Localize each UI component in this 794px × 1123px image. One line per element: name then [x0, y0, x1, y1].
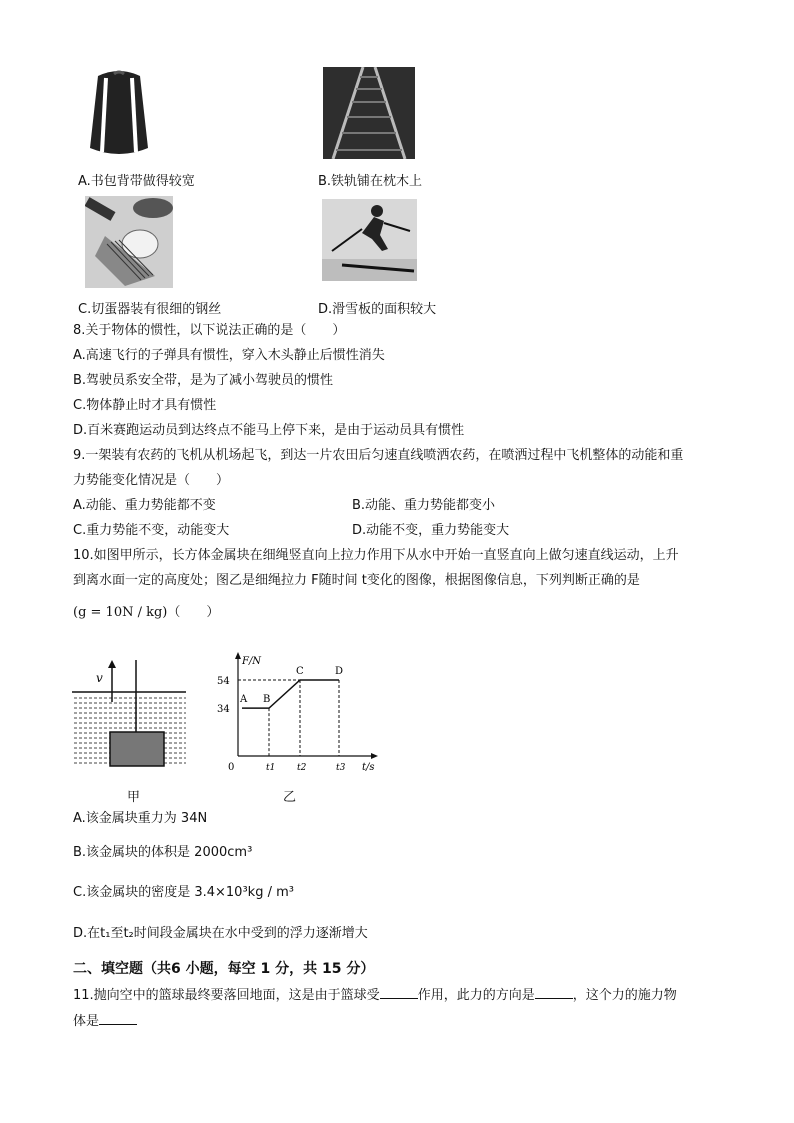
- caption-c: C.切蛋器装有很细的钢丝: [78, 302, 222, 317]
- q8-stem: 8.关于物体的惯性，以下说法正确的是（ ）: [73, 323, 346, 338]
- q11-line2: [73, 1012, 137, 1031]
- q10-option-c: C.该金属块的密度是 3.4×10³kg / m³: [73, 885, 294, 900]
- q11-blank1[interactable]: [380, 986, 418, 999]
- q9-option-d: D.动能不变，重力势能变大: [352, 523, 510, 538]
- figure-yi-chart: [214, 648, 384, 776]
- q10-stem-line1: 10.如图甲所示，长方体金属块在细绳竖直向上拉力作用下从水中开始一直竖直向上做匀速直线运动，上升: [73, 548, 679, 563]
- point-label: D: [335, 666, 344, 677]
- x-tick-label: t1: [266, 763, 276, 773]
- x-tick-label: t2: [297, 763, 307, 773]
- q8-option-c: C.物体静止时才具有惯性: [73, 398, 217, 413]
- egg-slicer-photo: [85, 196, 173, 288]
- point-label: A: [240, 694, 248, 706]
- caption-d: D.滑雪板的面积较大: [318, 302, 437, 317]
- x-axis-label: t/s: [362, 762, 375, 773]
- q11-line1: [73, 986, 677, 1005]
- skier-photo: [322, 199, 417, 281]
- q11-part1: 11.抛向空中的篮球最终要落回地面，这是由于篮球受: [73, 988, 380, 1003]
- y-tick-label: 54: [217, 676, 230, 687]
- section2-heading: 二、填空题（共6 小题，每空 1 分，共 15 分）: [73, 961, 375, 977]
- velocity-label: v: [96, 671, 103, 685]
- q10-stem-line2: 到离水面一定的高度处；图乙是细绳拉力 F随时间 t变化的图像，根据图像信息，下列判断正确的是: [73, 573, 640, 588]
- point-label: C: [296, 666, 304, 677]
- q11-part4: 体是: [73, 1014, 100, 1029]
- q11-part2: 作用，此力的方向是: [417, 988, 535, 1003]
- backpack-photo: [84, 68, 154, 162]
- q11-blank3[interactable]: [99, 1012, 137, 1025]
- q8-option-d: D.百米赛跑运动员到达终点不能马上停下来，是由于运动员具有惯性: [73, 423, 465, 438]
- q11-blank2[interactable]: [535, 986, 573, 999]
- caption-b: B.铁轨铺在枕木上: [318, 174, 423, 189]
- q10-option-b: B.该金属块的体积是 2000cm³: [73, 845, 253, 860]
- figure-jia: [72, 658, 188, 770]
- q8-option-b: B.驾驶员系安全带，是为了减小驾驶员的惯性: [73, 373, 334, 388]
- y-axis-label: F/N: [242, 656, 262, 667]
- q11-part3: ，这个力的施力物: [572, 988, 677, 1003]
- q9-option-c: C.重力势能不变，动能变大: [73, 523, 230, 538]
- caption-a: A.书包背带做得较宽: [78, 174, 195, 189]
- origin-label: 0: [228, 762, 235, 773]
- x-tick-label: t3: [336, 763, 346, 773]
- q8-option-a: A.高速飞行的子弹具有惯性，穿入木头静止后惯性消失: [73, 348, 385, 363]
- q9-option-b: B.动能、重力势能都变小: [352, 498, 496, 513]
- point-label: B: [263, 694, 271, 706]
- q10-option-a: A.该金属块重力为 34N: [73, 811, 208, 826]
- figure-jia-caption: 甲: [127, 790, 141, 805]
- figure-yi-caption: 乙: [283, 790, 297, 805]
- railway-photo: [323, 67, 415, 159]
- series-line: [242, 680, 339, 708]
- q9-option-a: A.动能、重力势能都不变: [73, 498, 216, 513]
- q9-stem-line1: 9.一架装有农药的飞机从机场起飞，到达一片农田后匀速直线喷洒农药，在喷洒过程中飞机整体的动能和重: [73, 448, 684, 463]
- q9-stem-line2: 力势能变化情况是（ ）: [73, 473, 230, 488]
- q10-option-d: D.在t₁至t₂时间段金属块在水中受到的浮力逐渐增大: [73, 926, 368, 941]
- y-tick-label: 34: [217, 704, 230, 716]
- q10-stem-line3: (g = 10N / kg)（ ）: [73, 605, 220, 620]
